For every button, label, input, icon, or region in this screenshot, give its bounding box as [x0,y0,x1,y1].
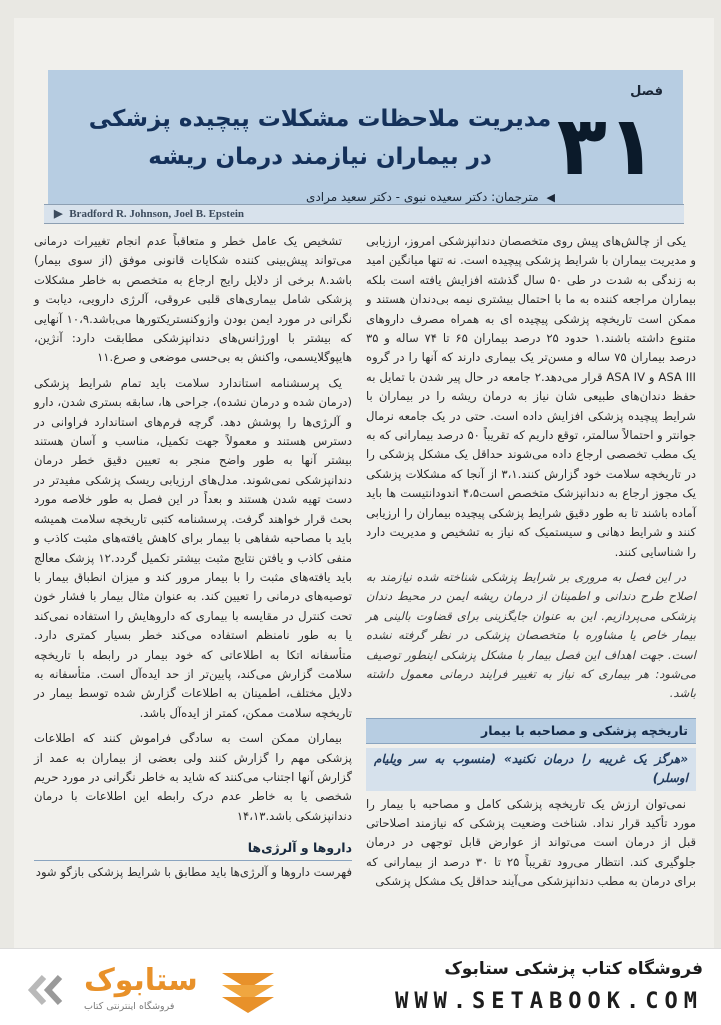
quote-box: «هرگز یک غریبه را درمان نکنید» (منسوب به سر ویلیام اوسلر) [366,748,696,791]
body-paragraph: یک پرسشنامه استاندارد سلامت باید تمام شرایط پزشکی (درمان شده و درمان نشده)، جراحی ها، سابقه بستری شدن، دارو و آلرژی‌ها را پوشش دهد. گرچه فرم‌های استاندارد فراوانی در دسترس هستند و معمولاً جهت تکمیل، مناسب و آسان هستند بیشتر آنها به طور واضح منجر به تعیین دقیق خطر درمان دندانپزشکی نمی‌شوند. مدل‌های ارزیابی ریسک پزشکی مفیدتر در دست تهیه شدن هستند و بعداً در این فصل به طور خلاصه مورد بحث قرار خواهند گرفت. پرسشنامه کتبی تاریخچه سلامت همیشه باید با مصاحبه شفاهی با بیمار برای کاهش یافته‌های مثبت کاذب و منفی کاذب و یافتن نتایج مثبت بیشتر تکمیل گردد.۱۲ پزشک معالج باید یافته‌های مثبت را با بیمار مرور کند و میزان انطباق بیمار با توصیه‌های درمانی را تعیین کند. به عنوان مثال بیمار با فشار خون تحت کنترل در مقایسه با بیماری که داروهایش را استفاده نمی‌کند یا به طور نامنظم استفاده می‌کند خطر بسیار کمتری دارد. متأسفانه اتکا به اطلاعاتی که خود بیمار در رابطه با تاریخچه سلامت گزارش می‌کند، پایین‌تر از حد ایده‌آل است. متأسفانه به دلایل مختلف، اطمینان به اطلاعات گزارش شده توسط بیمار در تاریخچه سلامت ممکن، کمتر از ایده‌آل باشد. [34,375,353,720]
right-column [366,232,696,898]
logo-subtitle: فروشگاه اینترنتی کتاب [84,1001,175,1012]
translators [306,190,555,204]
store-logo[interactable] [26,961,286,1017]
body-paragraph: فهرست داروها و آلرژی‌ها باید مطابق با شرایط پزشکی بازگو شود [35,864,352,879]
left-column [34,232,352,882]
chapter-number: ۳۱ [556,99,657,194]
section-heading: تاریخچه پزشکی و مصاحبه با بیمار [366,718,696,744]
translators-text: مترجمان: دکتر سعیده نبوی - دکتر سعید مرادی [306,190,539,204]
authors-text: Bradford R. Johnson, Joel B. Epstein [69,208,245,220]
body-paragraph: تشخیص یک عامل خطر و متعاقباً عدم انجام تغییرات درمانی می‌تواند پیش‌بینی کننده شکایات قانونی موفق (از سوی بیمار) باشد.۸ برخی از دلایل رایج ارجاع به متخصص به خاطر مشکلات پزشکی شامل بیماری‌های قلبی عروقی، آلرژی دارویی، دیابت و نگرانی در مورد ایمن بودن وازوکنستریکتورها می‌باشد.۱۰،۹ آنهایی که بیشتر با اورژانس‌های دندانپزشکی مطابقت دارد: آنژین، هایپوگلایسمی، واکنش به بی‌حسی موضعی و صرع.۱۱ [34,234,352,365]
store-name: فروشگاه کتاب پزشکی ستابوک [444,959,703,979]
chapter-title: مدیریت ملاحظات مشکلات پیچیده پزشکی در بیماران نیازمند درمان ریشه [88,106,552,170]
body-paragraph: بیماران ممکن است به سادگی فراموش کنند که اطلاعات پزشکی مهم را گزارش کنند ولی بعضی از بیماران به عمد از گزارش آنها اجتناب می‌کنند که شاید به خاطر نگرانی در مورد حریم شخصی یا به خاطر عدم درک رابطه این اطلاعات با درمان دندانپزشکی باشد.۱۴،۱۳ [34,731,352,823]
book-page [14,18,714,948]
chapter-label: فصل [630,84,663,99]
chapter-header [48,70,683,218]
logo-text: ستابوک [84,963,198,998]
body-paragraph: یکی از چالش‌های پیش روی متخصصان دندانپزشکی امروز، ارزیابی و مدیریت بیماران با شرایط پزشکی پیچیده است. نه تنها میانگین امید به زندگی به شدت در طی ۵۰ سال گذشته افزایش یافته است بلکه بیماران مراجعه کننده به ما با احتمال بیشتری نیمه بی‌دندان هستند و ممکن است تاریخچه پزشکی پیچیده ای به همراه مصرف داروهای متنوع داشته باشند.۱ حدود ۲۵ درصد بیماران ۶۵ تا ۷۴ ساله و ۳۵ درصد بیماران ۷۵ ساله و مسن‌تر یک بیماری دارند که آنها را در گروه ASA III و ASA IV قرار می‌دهد.۲ جامعه در حال پیر شدن با تمایل به حفظ دندان‌های طبیعی شان نیاز به درمان ریشه را در بیماران با شرایط پیچیده پزشکی افزایش داده است. حتی در یک جامعه نرمال جوانتر و احتمالاً سالمتر، توقع داریم که تقریباً ۵۰ درصد بیمارانی که به یک مطب تخصصی ارجاع داده می‌شوند حداقل یک مشکل پزشکی را در تاریخچه سلامت خود گزارش کنند.۳،۱ از آنجا که مشکلات پزشکی یک مجوز ارجاع به دندانپزشک متخصص است۴،۵ اندودانتیست ها باید آماده باشند تا به طور دقیق شرایط پزشکی پیچیده بیماران را ارزیابی کنند و شرایط دهانی و سیستمیک که نیاز به تشخیص و مدیریت دارد را شناسایی کنند. [366,234,696,559]
logo-mark-icon [218,969,278,1015]
body-paragraph: نمی‌توان ارزش یک تاریخچه پزشکی کامل و مصاحبه با بیمار را مورد تأکید قرار نداد. شناخت وضعیت پزشکی که نیازمند اصلاحاتی قبل از درمان است می‌تواند از عوارض قابل توجهی در درمان جلوگیری کند. انتظار می‌رود تقریباً ۲۵ تا ۳۰ درصد از بیمارانی که برای درمان به مطب دندانپزشکی می‌آیند حداقل یک مشکل پزشکی [366,796,696,889]
authors [54,207,244,220]
footer-banner [0,948,721,1025]
authors-bar [44,204,684,224]
subsection-heading: داروها و آلرژی‌ها [34,838,352,860]
chevrons-icon [26,973,78,1007]
triangle-marker-icon: ◀ [546,191,555,204]
arrow-right-icon: ▶ [54,208,63,220]
store-url-link[interactable]: WWW.SETABOOK.COM [395,989,703,1014]
chapter-intro-paragraph: در این فصل به مروری بر شرایط پزشکی شناخته شده نیازمند به اصلاح طرح دندانی و اطمینان از درمان ریشه ایمن در محیط دندان پزشکی می‌پردازیم. این به عنوان جایگزینی برای قضاوت بالینی هر بیمار خاص یا مشاوره با متخصصان پزشکی در نظر گرفته نشده است. جهت اهداف این فصل بیمار با مشکل پزشکی اینطور توصیف می‌شود: هر بیماری که نیاز به تغییر فرایند درمانی معمول داشته باشد. [366,569,696,701]
